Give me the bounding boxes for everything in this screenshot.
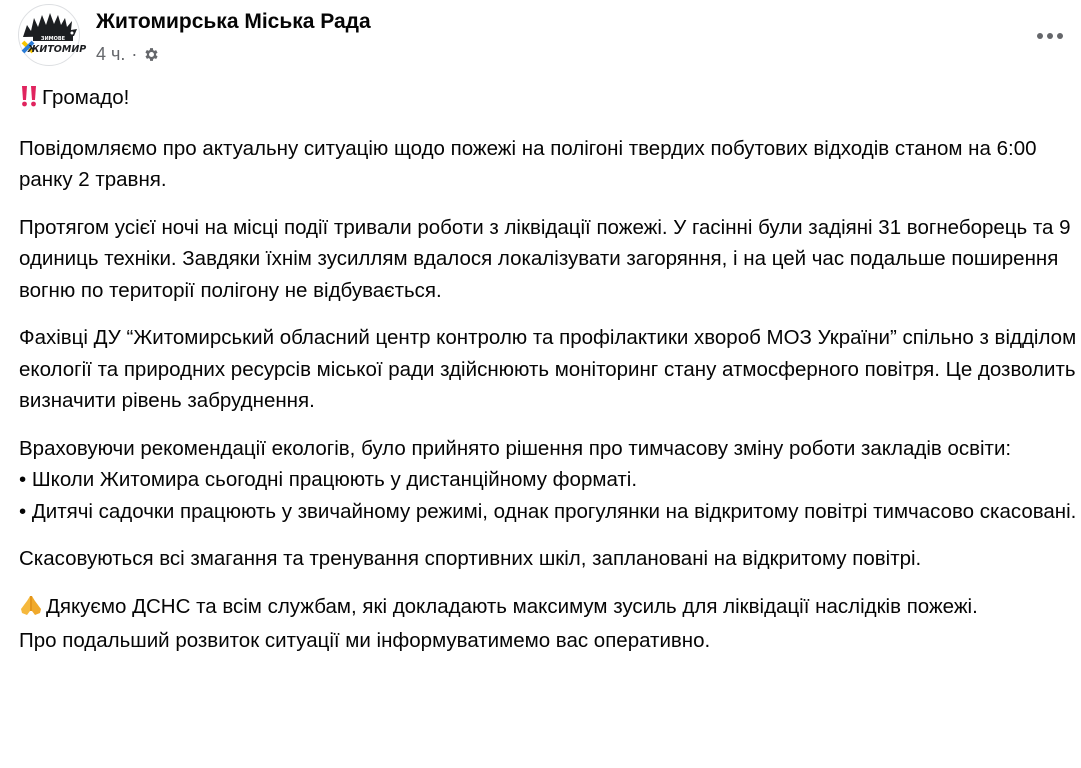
- post-timestamp[interactable]: 4 ч.: [96, 44, 126, 64]
- post-header: [18, 4, 1068, 68]
- folded-hands-icon: [19, 594, 43, 626]
- education-intro: Враховуючи рекомендації екологів, було прийнято рішення про тимчасову зміну роботи закладів освіти:: [19, 436, 1012, 460]
- thanks-text: Дякуємо ДСНС та всім службам, які докладають максимум зусиль для ліквідації наслідків пожежі.: [46, 594, 978, 618]
- logo-text-main: ЖИТОМИР: [27, 44, 87, 55]
- double-exclamation-icon: [19, 85, 39, 117]
- paragraph-situation: Повідомляємо про актуальну ситуацію щодо пожежі на полігоні твердих побутових відходів станом на 6:00 ранку 2 травня.: [19, 136, 1037, 191]
- paragraph-education: [19, 433, 1077, 528]
- post-meta: [96, 44, 160, 65]
- bullet-schools: • Школи Житомира сьогодні працюють у дистанційному форматі.: [19, 468, 638, 491]
- logo-text-top: ЗИМОВЕ: [40, 36, 66, 42]
- meta-separator: ·: [131, 44, 138, 64]
- author-name[interactable]: Житомирська Міська Рада: [96, 10, 371, 33]
- avatar[interactable]: [18, 4, 87, 66]
- city-logo: [19, 5, 87, 67]
- more-options-button[interactable]: [1032, 18, 1068, 54]
- greeting-line: [19, 82, 1077, 117]
- bullet-kindergartens: • Дитячі садочки працюють у звичайному режимі, однак прогулянки на відкритому повітрі тимчасово скасовані.: [19, 499, 1077, 523]
- paragraph-thanks: [19, 591, 1077, 626]
- gear-icon: [143, 46, 160, 63]
- paragraph-updates: Про подальший розвиток ситуації ми інформуватимемо вас оперативно.: [19, 629, 711, 652]
- more-options-icon: [1036, 32, 1064, 40]
- paragraph-sports: Скасовуються всі змагання та тренування спортивних шкіл, заплановані на відкритому повітрі.: [19, 547, 922, 570]
- post-body: [19, 82, 1077, 657]
- paragraph-firefighting: Протягом усієї ночі на місці події тривали роботи з ліквідації пожежі. У гасінні були задіяні 31 вогнеборець та 9 одиниць техніки. Завдяки їхнім зусиллям вдалося локалізувати загоряння, і на цей час подальше поширення вогню по території полігону не відбувається.: [19, 215, 1071, 302]
- greeting-text: Громадо!: [42, 86, 130, 109]
- paragraph-air-monitoring: Фахівці ДУ “Житомирський обласний центр контролю та профілактики хвороб МОЗ України” спільно з відділом екології та природних ресурсів міської ради здійснюють моніторинг стану атмосферного повітря. Це дозволить визначити рівень забруднення.: [19, 326, 1077, 412]
